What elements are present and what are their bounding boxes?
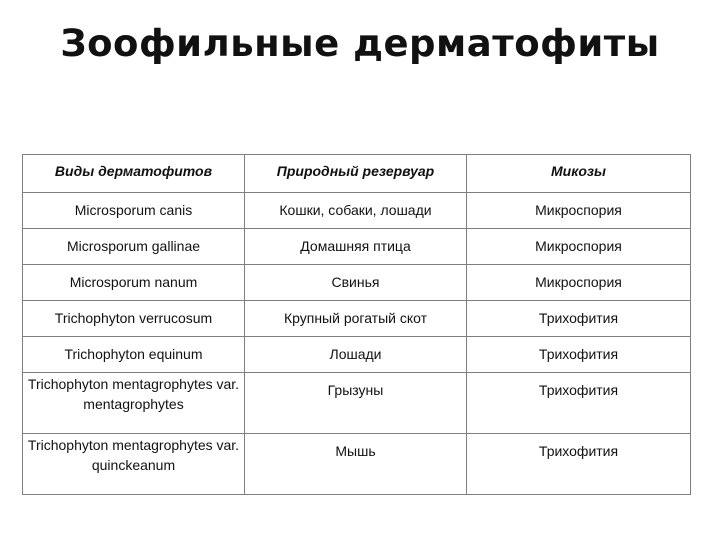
table-row <box>23 193 691 229</box>
cell-reservoir: Грызуны <box>245 373 467 434</box>
cell-mycosis: Трихофития <box>467 301 691 337</box>
cell-species: Trichophyton mentagrophytes var. quinckeanum <box>23 434 245 495</box>
cell-reservoir: Кошки, собаки, лошади <box>245 193 467 229</box>
table-row <box>23 373 691 434</box>
cell-species: Trichophyton equinum <box>23 337 245 373</box>
cell-reservoir: Крупный рогатый скот <box>245 301 467 337</box>
cell-species: Trichophyton verrucosum <box>23 301 245 337</box>
cell-mycosis: Трихофития <box>467 434 691 495</box>
table-row <box>23 301 691 337</box>
cell-species: Trichophyton mentagrophytes var. mentagrophytes <box>23 373 245 434</box>
cell-species: Microsporum gallinae <box>23 229 245 265</box>
cell-reservoir: Мышь <box>245 434 467 495</box>
cell-mycosis: Трихофития <box>467 373 691 434</box>
table-row <box>23 265 691 301</box>
cell-mycosis: Микроспория <box>467 229 691 265</box>
cell-reservoir: Свинья <box>245 265 467 301</box>
cell-species: Microsporum nanum <box>23 265 245 301</box>
table-body <box>23 193 691 495</box>
cell-reservoir: Домашняя птица <box>245 229 467 265</box>
cell-mycosis: Трихофития <box>467 337 691 373</box>
dermatophytes-table <box>22 154 691 495</box>
header-row <box>23 155 691 193</box>
table-header <box>23 155 691 193</box>
header-species: Виды дерматофитов <box>23 155 245 193</box>
cell-reservoir: Лошади <box>245 337 467 373</box>
table-row <box>23 229 691 265</box>
slide-title: Зоофильные дерматофиты <box>60 22 660 65</box>
cell-species: Microsporum canis <box>23 193 245 229</box>
cell-mycosis: Микроспория <box>467 265 691 301</box>
table-row <box>23 337 691 373</box>
cell-mycosis: Микроспория <box>467 193 691 229</box>
header-mycoses: Микозы <box>467 155 691 193</box>
table-row <box>23 434 691 495</box>
header-reservoir: Природный резервуар <box>245 155 467 193</box>
